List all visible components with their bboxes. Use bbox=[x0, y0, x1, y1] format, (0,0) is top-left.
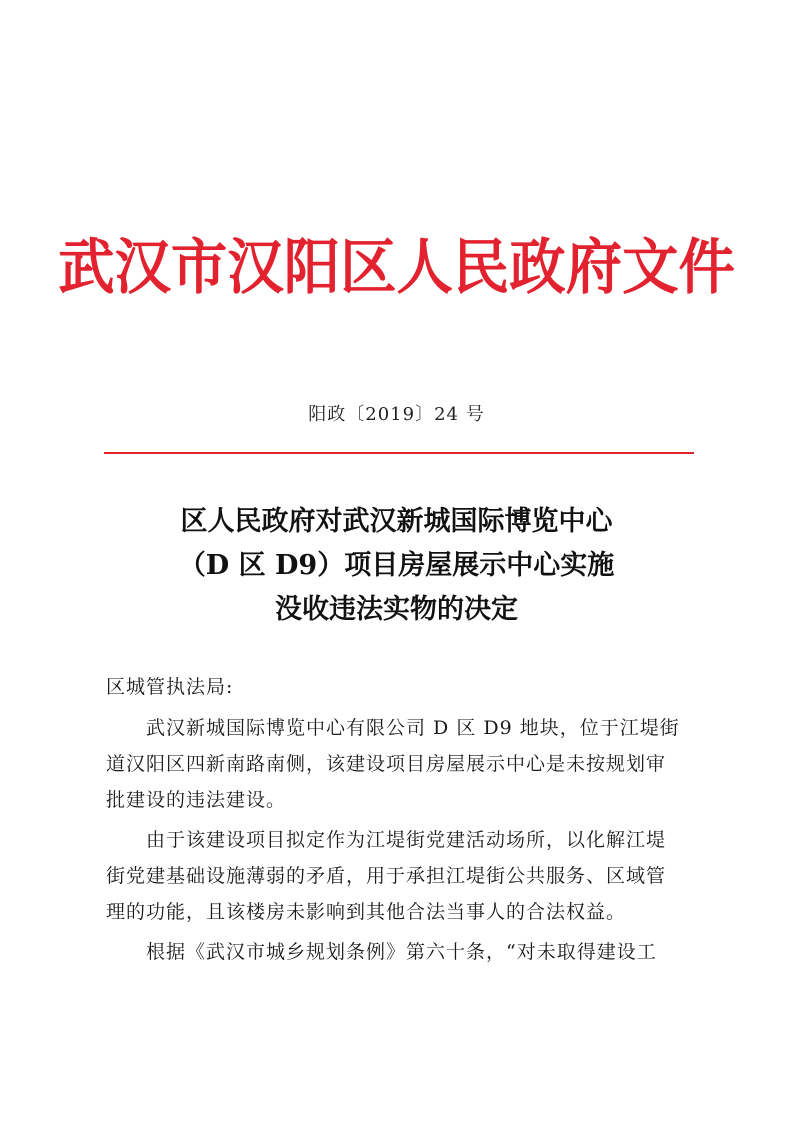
addressee: 区城管执法局: bbox=[106, 676, 234, 698]
body-paragraph-2 bbox=[106, 822, 698, 930]
paragraph-line: 根据《武汉市城乡规划条例》第六十条，“对未取得建设工 bbox=[146, 941, 657, 963]
document-title-line-1: 区人民政府对武汉新城国际博览中心 bbox=[180, 506, 613, 537]
document-title-line-2: （D 区 D9）项目房屋展示中心实施 bbox=[178, 550, 615, 581]
paragraph-line: 批建设的违法建设。 bbox=[106, 789, 287, 811]
paragraph-line: 街党建基础设施薄弱的矛盾，用于承担江堤街公共服务、区域管 bbox=[106, 865, 667, 887]
paragraph-line: 理的功能，且该楼房未影响到其他合法当事人的合法权益。 bbox=[106, 901, 627, 923]
issuer-header-title: 武汉市汉阳区人民政府文件 bbox=[58, 233, 735, 303]
red-divider-line bbox=[104, 452, 694, 454]
paragraph-line: 武汉新城国际博览中心有限公司 D 区 D9 地块，位于江堤街 bbox=[146, 717, 680, 739]
paragraph-line: 由于该建设项目拟定作为江堤街党建活动场所，以化解江堤 bbox=[146, 829, 667, 851]
document-title bbox=[0, 500, 793, 632]
body-paragraph-3 bbox=[106, 934, 698, 970]
body-paragraph-1 bbox=[106, 710, 698, 818]
document-title-line-3: 没收违法实物的决定 bbox=[275, 594, 518, 625]
paragraph-line: 道汉阳区四新南路南侧，该建设项目房屋展示中心是未按规划审 bbox=[106, 753, 667, 775]
document-number: 阳政〔2019〕24 号 bbox=[308, 404, 485, 425]
